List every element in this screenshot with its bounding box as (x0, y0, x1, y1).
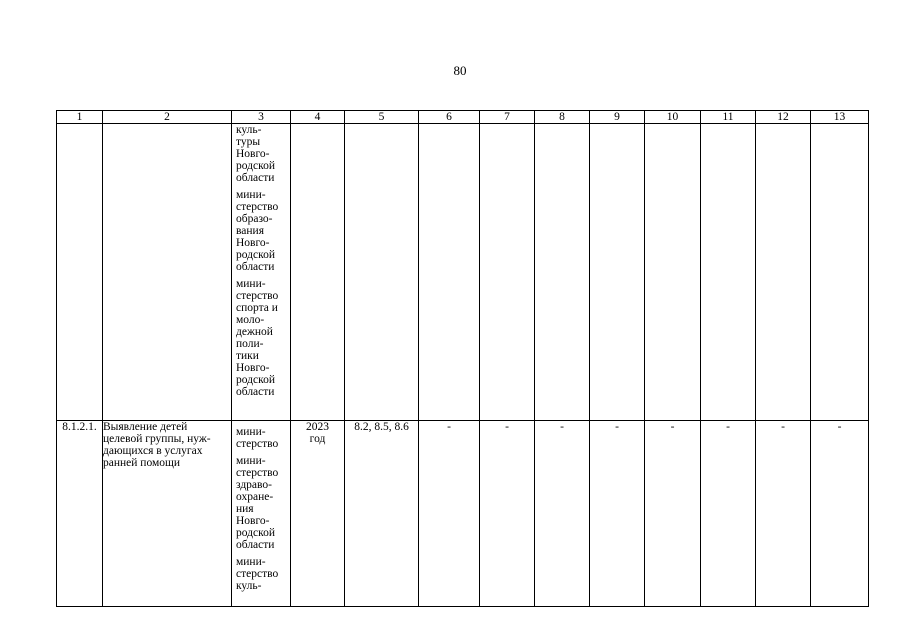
table-cell (590, 124, 645, 421)
table-cell (645, 124, 701, 421)
table-cell (480, 124, 535, 421)
value-cell: - (535, 421, 590, 607)
column-number-header: 1 (57, 111, 103, 124)
page-number: 80 (453, 63, 467, 78)
column-number-header: 12 (756, 111, 811, 124)
table-cell (291, 124, 345, 421)
indicator-cell: 8.2, 8.5, 8.6 (345, 421, 419, 607)
column-number-header: 4 (291, 111, 345, 124)
column-number-header: 9 (590, 111, 645, 124)
executor-name: мини- стерство (236, 426, 279, 450)
column-number-header: 11 (701, 111, 756, 124)
table-cell (345, 124, 419, 421)
executor-name: мини- стерство образо- вания Новго- родской области (236, 189, 279, 273)
table-cell (57, 124, 103, 421)
item-number: 8.1.2.1. (57, 421, 103, 607)
column-number-header: 13 (811, 111, 869, 124)
table-cell (419, 124, 480, 421)
program-table (56, 110, 869, 607)
value-cell: - (645, 421, 701, 607)
column-number-header: 6 (419, 111, 480, 124)
deadline-cell: 2023 год (291, 421, 345, 607)
column-number-header: 5 (345, 111, 419, 124)
executor-name: мини- стерство здраво- охране- ния Новго- родской области (236, 455, 279, 551)
table-row (57, 124, 869, 421)
value-cell: - (756, 421, 811, 607)
value-cell: - (480, 421, 535, 607)
column-number-header: 2 (103, 111, 232, 124)
executor-name: куль- туры Новго- родской области (236, 124, 276, 184)
table-row (57, 421, 869, 607)
value-cell: - (701, 421, 756, 607)
item-description: Выявление детей целевой группы, нуж- дающихся в услугах ранней помощи (103, 421, 232, 607)
table-cell (756, 124, 811, 421)
column-number-header: 3 (232, 111, 291, 124)
executors-cell (232, 421, 291, 607)
executors-cell (232, 124, 291, 421)
column-number-header: 10 (645, 111, 701, 124)
table-cell (103, 124, 232, 421)
value-cell: - (811, 421, 869, 607)
executor-name: мини- стерство спорта и моло- дежной поли- тики Новго- родской области (236, 278, 279, 398)
column-number-row (57, 111, 869, 124)
column-number-header: 8 (535, 111, 590, 124)
table-cell (701, 124, 756, 421)
value-cell: - (590, 421, 645, 607)
executor-name: мини- стерство куль- (236, 556, 279, 592)
table-cell (811, 124, 869, 421)
value-cell: - (419, 421, 480, 607)
column-number-header: 7 (480, 111, 535, 124)
table-cell (535, 124, 590, 421)
